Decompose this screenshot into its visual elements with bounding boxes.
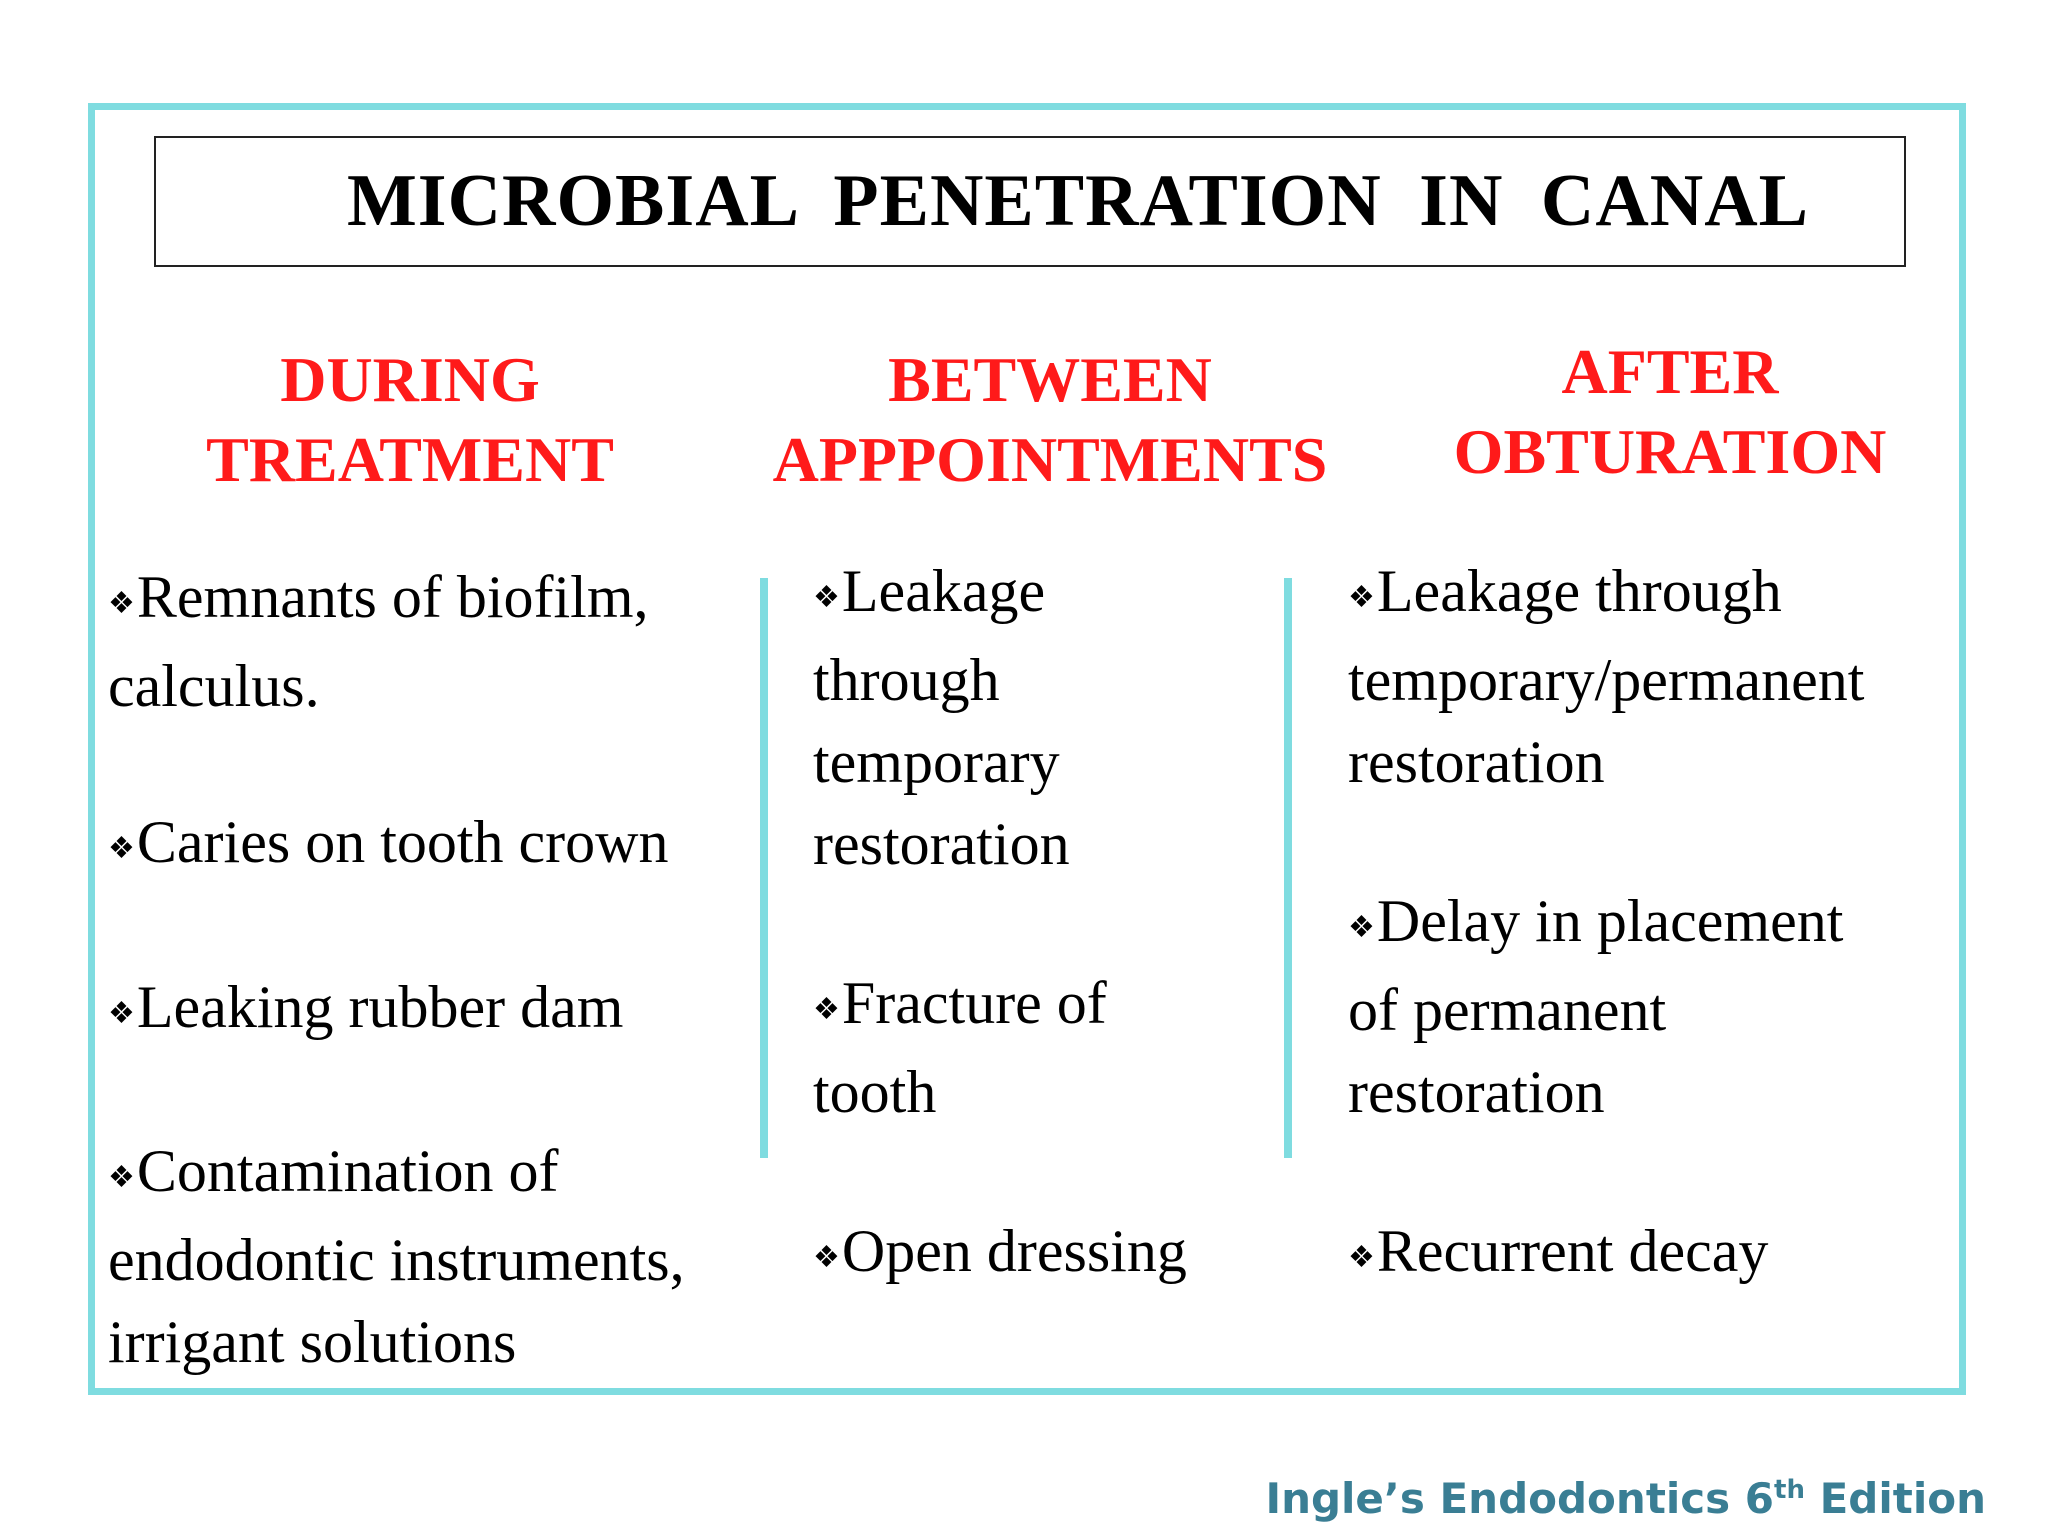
heading-line: APPPOINTMENTS <box>772 424 1328 495</box>
column-divider-left <box>760 578 768 1158</box>
list-item: ❖Delay in placement of permanent restoration <box>1348 888 1844 1125</box>
list-item: ❖Recurrent decay <box>1348 1218 1769 1284</box>
list-item: ❖Leakage through temporary restoration <box>813 558 1070 877</box>
bullet-icon: ❖ <box>1348 581 1375 614</box>
bullet-icon: ❖ <box>108 997 135 1030</box>
heading-line: TREATMENT <box>206 424 614 495</box>
heading-line: AFTER <box>1561 336 1779 407</box>
heading-line: BETWEEN <box>888 344 1212 415</box>
heading-after-obturation <box>1430 332 1910 492</box>
list-item: ❖Open dressing <box>813 1218 1187 1284</box>
title-box <box>154 136 1906 267</box>
bullet-icon: ❖ <box>1348 1241 1375 1274</box>
list-item: ❖Fracture of tooth <box>813 970 1107 1125</box>
bullet-icon: ❖ <box>813 993 840 1026</box>
source-citation: Ingle’s Endodontics 6th Edition <box>1265 1474 1986 1523</box>
list-item: ❖Leakage through temporary/permanent restoration <box>1348 558 1865 795</box>
heading-line: DURING <box>280 344 540 415</box>
list-item: ❖Contamination of endodontic instruments, irrigant solutions <box>108 1138 685 1375</box>
bullet-icon: ❖ <box>108 1161 135 1194</box>
list-item: ❖Remnants of biofilm, calculus. <box>108 564 649 719</box>
heading-between-appointments <box>750 340 1350 500</box>
heading-during-treatment <box>190 340 630 500</box>
list-item: ❖Leaking rubber dam <box>108 974 624 1040</box>
column-divider-right <box>1284 578 1292 1158</box>
bullet-icon: ❖ <box>108 587 135 620</box>
slide-title: MICROBIAL PENETRATION IN CANAL <box>346 160 1810 242</box>
bullet-icon: ❖ <box>813 581 840 614</box>
bullet-icon: ❖ <box>813 1241 840 1274</box>
heading-line: OBTURATION <box>1453 416 1887 487</box>
bullet-icon: ❖ <box>108 832 135 865</box>
list-item: ❖Caries on tooth crown <box>108 809 669 875</box>
bullet-icon: ❖ <box>1348 911 1375 944</box>
